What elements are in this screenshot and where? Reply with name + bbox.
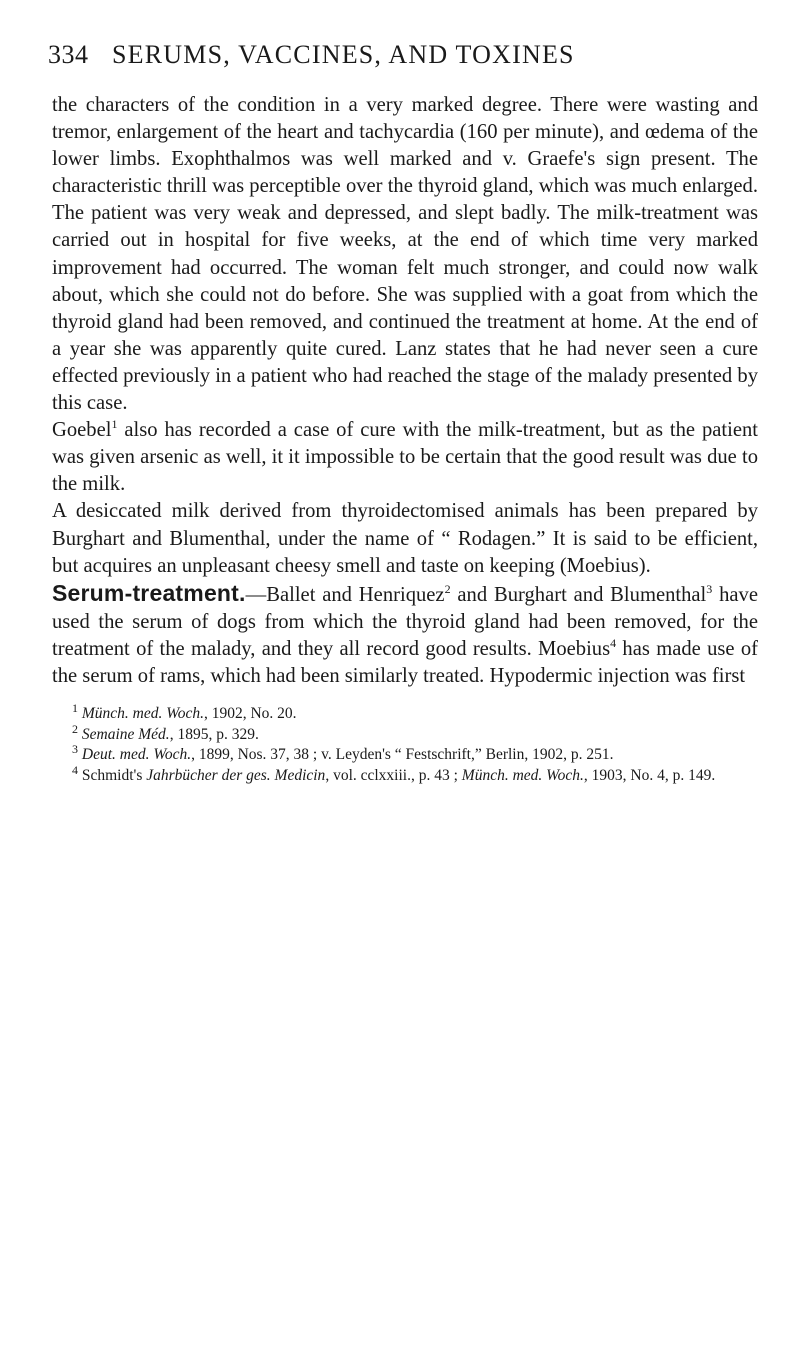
footnote-mark: 2	[72, 721, 78, 736]
running-title: SERUMS, VACCINES, AND TOXINES	[112, 40, 575, 69]
serum-text-1: —Ballet and Henriquez	[245, 583, 445, 606]
book-page	[48, 36, 759, 786]
page-number: 334	[48, 40, 89, 69]
paragraph-lanz-case: the characters of the condition in a very marked degree. There were wasting and tremor, enlargement of the heart and tachycardia (160 per minute), and œdema of the lower limbs. Exophthalmos was well marked and v. Graefe's sign present. The characteristic thrill was perceptible over the thyroid gland, which was much enlarged. The patient was very weak and depressed, and slept badly. The milk-treatment was carried out in hospital for five weeks, at the end of which time very marked improvement had occurred. The woman felt much stronger, and could now walk about, which she could not do before. She was supplied with a goat from which the thyroid gland had been removed, and continued the treatment at home. At the end of a year she was apparently quite cured. Lanz states that he had never seen a cure effected previously in a patient who had reached the stage of the malady presented by this case.	[52, 94, 758, 415]
citation-detail-2: , 1903, No. 4, p. 149.	[583, 766, 716, 784]
paragraph-goebel	[52, 417, 758, 498]
journal-title: Semaine Méd.	[81, 725, 170, 743]
serum-text-3: have used the serum of dogs from which the thyroid gland had been removed, for the treatment of the malady, and they all record good results. Moebius	[52, 583, 758, 660]
footnote-ref-3[interactable]: 3	[706, 581, 713, 596]
footnote-ref-4[interactable]: 4	[610, 636, 617, 651]
citation-detail: , 1895, p. 329.	[169, 725, 259, 743]
citation-detail: , 1899, Nos. 37, 38 ; v. Leyden's “ Festschrift,” Berlin, 1902, p. 251.	[191, 746, 614, 764]
body-text	[52, 92, 758, 690]
footnote-ref-2[interactable]: 2	[444, 581, 451, 596]
footnote-ref-1[interactable]: 1	[111, 417, 118, 432]
footnote-4	[52, 762, 758, 787]
footnote-mark: 3	[72, 741, 78, 756]
serum-text-2: and Burghart and Blumenthal	[450, 583, 707, 606]
paragraph-rodagen: A desiccated milk derived from thyroidectomised animals has been prepared by Burghart and Blumenthal, under the name of “ Rodagen.” It is said to be efficient, but acquires an unpleasant cheesy smell and taste on keeping (Moebius).	[52, 500, 758, 577]
serum-text-4: has made use of the serum of rams, which had been similarly treated. Hypodermic injection was first	[52, 637, 759, 687]
citation-detail: , vol. cclxxiii., p. 43 ;	[325, 766, 462, 784]
footnote-mark: 4	[72, 762, 78, 777]
footnote-1	[52, 700, 758, 725]
running-head	[48, 36, 758, 92]
journal-title: Deut. med. Woch.	[81, 746, 192, 764]
paragraph-serum-treatment	[52, 580, 758, 690]
journal-title-2: Münch. med. Woch.	[461, 766, 584, 784]
citation-detail: , 1902, No. 20.	[203, 705, 297, 723]
footnote-3	[52, 741, 758, 766]
footnote-2	[52, 721, 758, 746]
footnote-mark: 1	[72, 700, 78, 715]
goebel-text-rest: also has recorded a case of cure with the milk-treatment, but as the patient was given arsenic as well, it it impossible to be certain that the good result was due to the milk.	[52, 419, 758, 496]
goebel-text-start: Goebel	[52, 419, 112, 442]
citation-author: Schmidt's	[81, 766, 147, 784]
section-heading-serum-treatment: Serum-treatment.	[52, 579, 246, 606]
journal-title: Münch. med. Woch.	[81, 705, 204, 723]
footnotes	[52, 700, 758, 786]
journal-title: Jahrbücher der ges. Medicin	[146, 766, 326, 784]
